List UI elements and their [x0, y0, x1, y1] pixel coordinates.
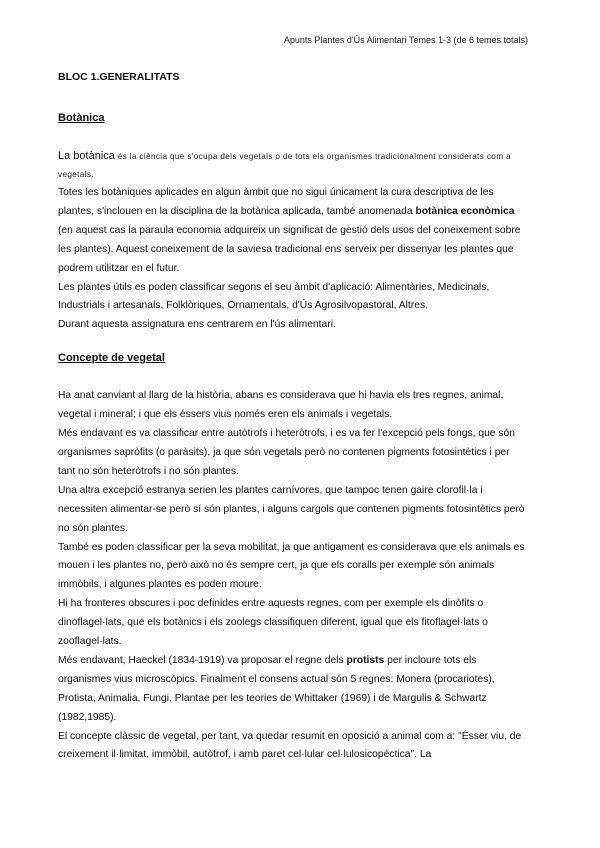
- vegetal-paragraph-4: També es poden classificar per la seva mobilitat, ja que antigament es considerava que els animals es mouen i les plantes no, però això no és sempre cert, ja que els coralls per exemple són animals immòbils, i algunes plantes es poden moure.: [58, 541, 525, 591]
- definition-lead: La botànica: [58, 150, 115, 162]
- text-run: Totes les botàniques aplicades en algun àmbit que no sigui únicament la cura descriptiva de les plantes, s'inclouen en la disciplina de la botànica aplicada, també anomenada: [58, 187, 494, 217]
- bold-term: botànica econòmica: [415, 205, 515, 217]
- document-body: [58, 70, 528, 765]
- text-run: (en aquest cas la paraula economia adquireix un significat de gestió dels usos del coneixement sobre les plantes). Aquest coneixement de la saviesa tradicional ens serveix per dissenyar les plantes que podrem utilitzar en el futur.: [58, 224, 521, 274]
- bold-term: protists: [346, 654, 385, 666]
- vegetal-paragraph-1: Ha anat canviant al llarg de la història, abans es considerava que hi havia els tres regnes, animal, vegetal i mineral; i que els éssers vius només eren els animals i vegetals.: [58, 390, 504, 421]
- definition-text: és la ciència que s'ocupa dels vegetals o de tots els organismes tradicionalment considerats com a vegetals.: [58, 152, 511, 179]
- vegetal-paragraph-2: Més endavant es va classificar entre autòtrofs i heteròtrofs, i es va fer l'excepció pels fongs, que són organismes sapròfits (o paràsits), ja que són vegetals però no contenen pigments fotosintètics i per tant no són heteròtrofs i no són plantes.: [58, 428, 515, 477]
- running-header: Apunts Plantes d'Ús Alimentari Temes 1-3 (de 6 temes totals): [283, 35, 528, 45]
- vegetal-paragraph-6: [58, 652, 528, 728]
- botanica-paragraph-2: Les plantes útils es poden classificar segons el seu àmbit d'aplicació: Alimentàries, Medicinals, Industrials i artesanals, Folklòriques, Ornamentals, d'Ús Agrosilvopastoral, Altres.: [58, 281, 490, 312]
- bloc-title: BLOC 1.GENERALITATS: [58, 71, 180, 83]
- vegetal-paragraph-5: Hi ha fronteres obscures i poc definides entre aquests regnes, com per exemple els dinòfits o dinoflagel·lats, que els botànics i els zoolegs classifiquen diferent, igual que els fitoflagel·lats o zooflagel·lats.: [58, 598, 488, 648]
- section-title-botanica: Botànica: [58, 112, 105, 124]
- text-run: Més endavant, Haeckel (1834-1919) va proposar el regne dels: [58, 654, 347, 666]
- vegetal-paragraph-7: El concepte clàssic de vegetal, per tant, va quedar resumit en oposició a animal com a: "Ésser viu, de creixement il·limitat, immòbil, autòtrof, i amb paret cel·lular cel·lulosicopèctica". La: [58, 730, 522, 761]
- botanica-definition: [58, 147, 528, 184]
- vegetal-paragraph-3: Una altra excepció estranya serien les plantes carnívores, que tampoc tenen gaire clorofil·la i necessiten alimentar-se però sí són plantes, i alguns cargols que contenen pigments fotosintètics però no són plantes.: [58, 484, 525, 534]
- botanica-paragraph-1: [58, 184, 528, 279]
- section-title-vegetal: Concepte de vegetal: [58, 352, 165, 365]
- botanica-paragraph-3: Durant aquesta assignatura ens centrarem en l'ús alimentari.: [58, 319, 336, 331]
- text-run: per incloure tots els organismes vius microscòpics. Finalment el consens actual són 5 regnes: Monera (procariotes), Protista, Animalia, Fungi, Plantae per les teories de Whittaker (1969) i de Margulis & Schwartz (1982,1985).: [58, 654, 495, 723]
